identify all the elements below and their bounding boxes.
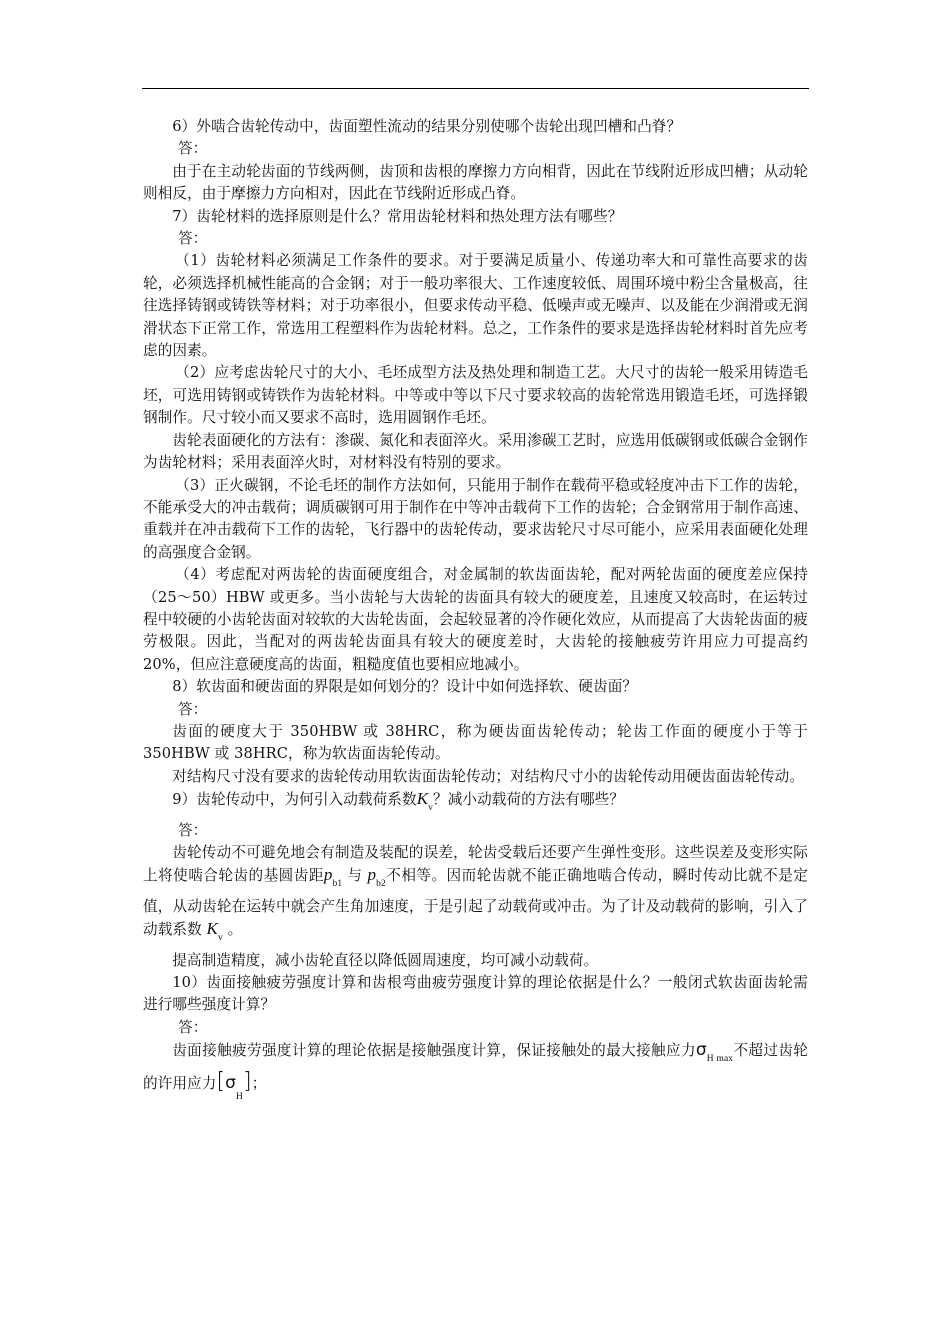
answer-label: 答：: [178, 230, 208, 248]
answer-9-paragraph-2: 提高制造精度，减小齿轮直径以降低圆周速度，均可减小动载荷。: [172, 951, 599, 969]
dynamic-load-factor-subscript: v: [428, 803, 433, 814]
answer-label: 答：: [178, 1018, 208, 1036]
question-10: 10）齿面接触疲劳强度计算和齿根弯曲疲劳强度计算的理论依据是什么？一般闭式软齿面齿轮需进行哪些强度计算？: [143, 974, 808, 1014]
allowable-stress-symbol: σ: [225, 1072, 237, 1093]
answer-9-text-d: 。: [227, 921, 243, 939]
answer-7-point-4: （4）考虑配对两齿轮的齿面硬度组合，对金属制的软齿面齿轮，配对两轮齿面的硬度差应保持（25～50）HBW 或更多。当小齿轮与大齿轮的齿面具有较大的硬度差，且速度又较高时，在运转过程中较硬的小齿轮齿面对较软的大齿轮齿面，会起较显著的冷作硬化效应，从而提高了大齿轮齿面的疲劳极限。因此，当配对的两齿轮齿面具有较大的硬度差时，大齿轮的接触疲劳许用应力可提高约 20%，但应注意硬度高的齿面，粗糙度值也要相应地减小。: [143, 566, 808, 673]
answer-10-text-a: 齿面接触疲劳强度计算的理论依据是接触强度计算，保证接触处的最大接触应力: [172, 1042, 696, 1060]
base-pitch-symbol-1: p: [323, 865, 333, 885]
answer-9-paragraph-1: [143, 842, 808, 950]
right-bracket: ]: [243, 1068, 252, 1094]
question-9: [143, 788, 808, 819]
left-bracket: [: [216, 1068, 226, 1094]
question-8: 8）软齿面和硬齿面的界限是如何划分的？设计中如何选择软、硬齿面？: [172, 678, 638, 696]
dynamic-load-factor-subscript: v: [217, 933, 223, 944]
answer-9-text-a: 齿轮传动不可避免地会有制造及装配的误差，轮齿受载后还要产生弹性变形。这些误差及变形实际上将使啮合轮齿的基圆齿距: [143, 844, 808, 885]
question-9-text-a: 9）齿轮传动中，为何引入动载荷系数: [172, 791, 417, 809]
question-9-text-b: ？减小动载荷的方法有哪些？: [433, 791, 625, 809]
answer-7-point-1: （1）齿轮材料必须满足工作条件的要求。对于要满足质量小、传递功率大和可靠性高要求的齿轮，必须选择机械性能高的合金钢；对于一般功率很大、工作速度较低、周围环境中粉尘含量极高，往往选择铸钢或铸铁等材料；对于功率很小，但要求传动平稳、低噪声或无噪声、以及能在少润滑或无润滑状态下正常工作，常选用工程塑料作为齿轮材料。总之，工作条件的要求是选择齿轮材料时首先应考虑的因素。: [143, 252, 808, 360]
answer-8-paragraph-2: 对结构尺寸没有要求的齿轮传动用软齿面齿轮传动；对结构尺寸小的齿轮传动用硬齿面齿轮传动。: [172, 767, 805, 785]
allowable-stress-subscript: H: [236, 1091, 244, 1102]
max-contact-stress-symbol: σ: [695, 1040, 707, 1061]
document-body: [143, 116, 808, 1108]
dynamic-load-factor-symbol: K: [416, 789, 429, 809]
answer-label: 答：: [178, 140, 208, 158]
base-pitch-subscript-1: b1: [332, 879, 343, 890]
header-rule: [142, 88, 809, 89]
answer-7-surface-hardening: 齿轮表面硬化的方法有：渗碳、氮化和表面淬火。采用渗碳工艺时，应选用低碳钢或低碳合金钢作为齿轮材料；采用表面淬火时，对材料没有特别的要求。: [143, 431, 808, 472]
answer-9-text-b: 与: [347, 867, 363, 885]
base-pitch-symbol-2: p: [367, 865, 377, 885]
answer-7-point-3: （3）正火碳钢，不论毛坯的制作方法如何，只能用于制作在载荷平稳或轻度冲击下工作的齿轮，不能承受大的冲击载荷；调质碳钢可用于制作在中等冲击载荷下工作的齿轮；合金钢常用于制作高速、重载并在冲击载荷下工作的齿轮，飞行器中的齿轮传动，要求齿轮尺寸尽可能小，应采用表面硬化处理的高强度合金钢。: [143, 476, 808, 561]
answer-8-paragraph-1: 齿面的硬度大于 350HBW 或 38HRC，称为硬齿面齿轮传动；轮齿工作面的硬度小于等于 350HBW 或 38HRC，称为软齿面齿轮传动。: [143, 722, 808, 763]
answer-10-text-b: 不超过齿轮的许用应力: [143, 1042, 808, 1092]
base-pitch-subscript-2: b2: [376, 879, 386, 890]
answer-9-text-c: 不相等。因而轮齿就不能正确地啮合传动，瞬时传动比就不是定值，从动齿轮在运转中就会产生角加速度，于是引起了动载荷或冲击。为了计及动载荷的影响，引入了动载系数: [143, 867, 808, 939]
question-7: 7）齿轮材料的选择原则是什么？常用齿轮材料和热处理方法有哪些？: [172, 207, 623, 225]
dynamic-load-factor-symbol: K: [206, 919, 218, 939]
answer-10-paragraph-1: [143, 1039, 808, 1108]
question-6: 6）外啮合齿轮传动中，齿面塑性流动的结果分别使哪个齿轮出现凹槽和凸脊？: [172, 118, 682, 135]
answer-7-point-2: （2）应考虑齿轮尺寸的大小、毛坯成型方法及热处理和制造工艺。大尺寸的齿轮一般采用铸造毛坯，可选用铸钢或铸铁作为齿轮材料。中等或中等以下尺寸要求较高的齿轮常选用锻造毛坯，可选择锻钢制作。尺寸较小而又要求不高时，选用圆钢作毛坯。: [143, 364, 808, 427]
max-contact-stress-subscript: H max: [706, 1054, 734, 1065]
answer-label: 答：: [178, 821, 208, 839]
answer-label: 答：: [178, 700, 208, 718]
answer-10-text-c: ；: [251, 1074, 267, 1092]
answer-6: 由于在主动轮齿面的节线两侧，齿顶和齿根的摩擦力方向相背，因此在节线附近形成凹槽；从动轮则相反，由于摩擦力方向相对，因此在节线附近形成凸脊。: [143, 162, 808, 203]
